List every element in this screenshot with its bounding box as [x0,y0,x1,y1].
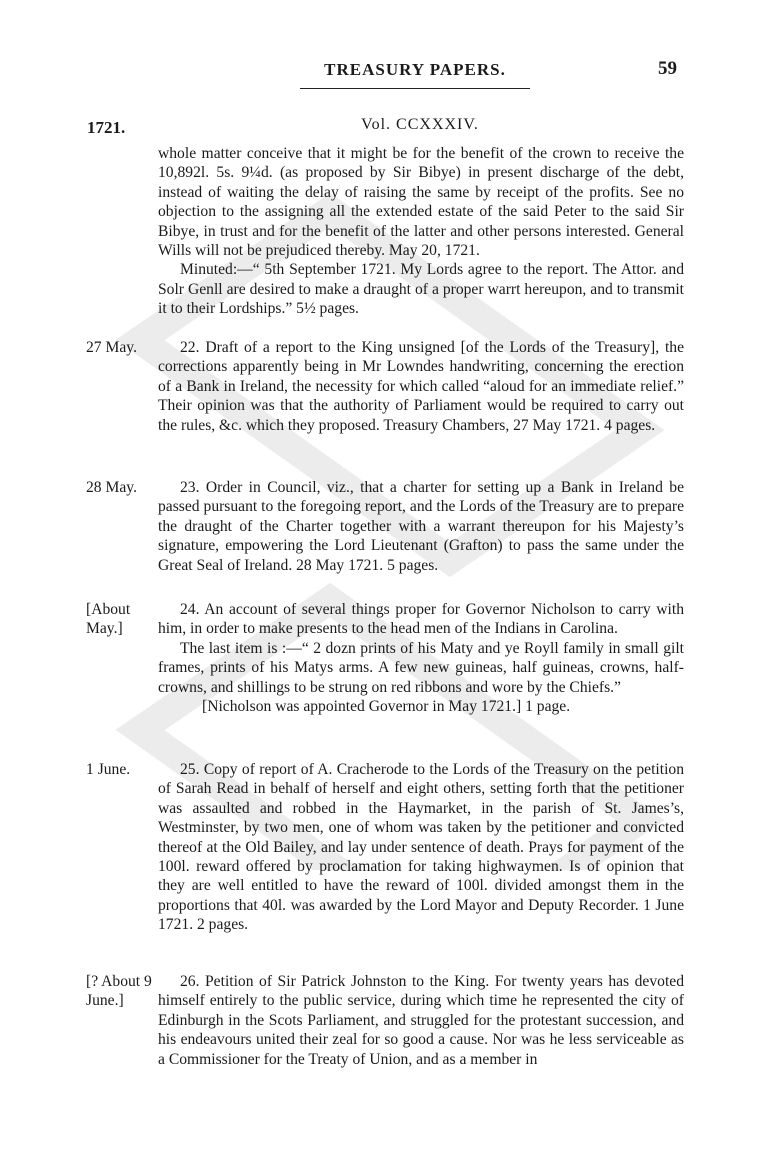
entry-date: [About May.] [86,601,131,638]
running-title: TREASURY PAPERS. [300,60,530,89]
entry-text: 24. An account of several things proper for Governor Nicholson to carry with him, in order to make presents to the head men of the Indians in Carolina. [158,601,684,638]
margin-year: 1721. [87,118,126,137]
entry-text: 22. Draft of a report to the King unsigned [of the Lords of the Treasury], the corrections apparently being in Mr Lowndes handwriting, concerning the erection of a Bank in Ireland, the necessity for which called “aloud for an immediate relief.” Their opinion was that the authority of Parliament would be required to carry out the rules, &c. which they proposed. Treasury Chambers, 27 May 1721. 4 pages. [158,339,684,434]
page-number: 59 [658,58,677,79]
entry-date: [? About 9 June.] [86,973,152,1010]
entry-date: 28 May. [86,479,137,496]
opening-continuation [158,144,684,319]
volume-heading: Vol. CCXXXIV. [361,116,479,133]
entry-text: 26. Petition of Sir Patrick Johnston to the King. For twenty years has devoted himself entirely to the public service, during which time he represented the city of Edinburgh in the Scots Parliament, and struggled for the protestant succession, and his endeavours united their zeal for so good a cause. Nor was he less serviceable as a Commissioner for the Treaty of Union, and as a member in [158,973,684,1068]
entry-text: 23. Order in Council, viz., that a charter for setting up a Bank in Ireland be passed pursuant to the foregoing report, and the Lords of the Treasury are to prepare the draught of the Charter together with a warrant thereupon for his Majesty’s signature, empowering the Lord Lieutenant (Grafton) to pass the same under the Great Seal of Ireland. 28 May 1721. 5 pages. [158,479,684,574]
entry-text-quote: The last item is :—“ 2 dozn prints of his Maty and ye Royll family in small gilt frames, prints of his Matys arms. A few new guineas, half guineas, crowns, half-crowns, and shillings to be strung on red ribbons and wore by the Chiefs.” [158,639,684,696]
entry-text: 25. Copy of report of A. Cracherode to the Lords of the Treasury on the petition of Sarah Read in behalf of herself and eight others, setting forth that the petitioner was assaulted and robbed in the Haymarket, in the parish of St. James’s, Westminster, by two men, one of whom was taken by the petitioner and convicted thereof at the Old Bailey, and lay under sentence of death. Prays for payment of the 100l. reward offered by proclamation for taking highwaymen. Is of opinion that they are well entitled to have the reward of 100l. divided amongst them in the proportions that 40l. was awarded by the Lord Mayor and Deputy Recorder. 1 June 1721. 2 pages. [158,761,684,934]
entry-date: 1 June. [86,761,131,778]
opening-paragraph: whole matter conceive that it might be for the benefit of the crown to receive the 10,892l. 5s. 9¼d. (as proposed by Sir Bibye) in present discharge of the debt, instead of waiting the delay of raising the same by receipt of the profits. See no objection to the assigning all the extended estate of the said Peter to the said Sir Bibye, in trust and for the benefit of the latter and other persons interested. General Wills will not be prejudiced thereby. May 20, 1721. [158,145,684,260]
entry-date: 27 May. [86,339,137,356]
entry-text-note: [Nicholson was appointed Governor in May 1721.] 1 page. [202,698,571,716]
minute-paragraph: Minuted:—“ 5th September 1721. My Lords agree to the report. The Attor. and Solr Genll are desired to make a draught of a proper warrt hereupon, and to transmit it to their Lordships.” 5½ pages. [158,261,684,318]
